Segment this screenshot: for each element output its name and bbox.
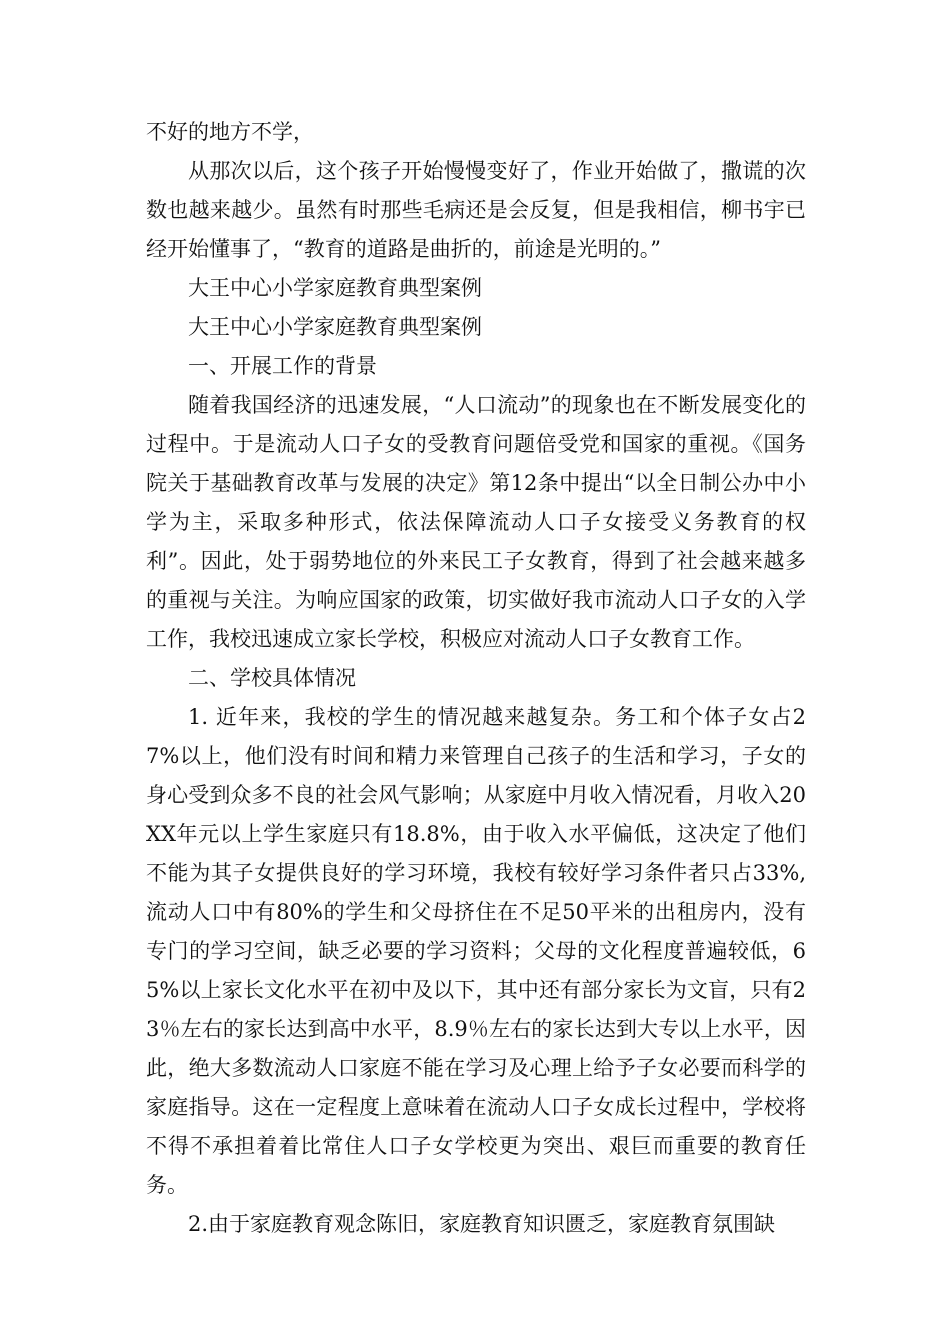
document-body bbox=[146, 113, 806, 1244]
section-heading-school-situation: 二、学校具体情况 bbox=[188, 666, 356, 690]
paragraph-point-2: 2.由于家庭教育观念陈旧，家庭教育知识匮乏，家庭教育氛围缺 bbox=[188, 1212, 776, 1236]
paragraph-point-1: 1. 近年来，我校的学生的情况越来越复杂。务工和个体子女占27%以上，他们没有时间和精力来管理自己孩子的生活和学习，子女的身心受到众多不良的社会风气影响；从家庭中月收入情况看，月收入20XX年元以上学生家庭只有18.8%，由于收入水平偏低，这决定了他们不能为其子女提供良好的学习环境，我校有较好学习条件者只占33%,流动人口中有80%的学生和父母挤住在不足50平米的出租房内，没有专门的学习空间，缺乏必要的学习资料；父母的文化程度普遍较低，65%以上家长文化水平在初中及以下，其中还有部分家长为文盲，只有23％左右的家长达到高中水平，8.9％左右的家长达到大专以上水平，因此，绝大多数流动人口家庭不能在学习及心理上给予子女必要而科学的家庭指导。这在一定程度上意味着在流动人口子女成长过程中，学校将不得不承担着着比常住人口子女学校更为突出、艰巨而重要的教育任务。 bbox=[146, 705, 806, 1197]
paragraph-background: 随着我国经济的迅速发展，“人口流动”的现象也在不断发展变化的过程中。于是流动人口子女的受教育问题倍受党和国家的重视。《国务院关于基础教育改革与发展的决定》第12条中提出“以全日制公办中小学为主，采取多种形式，依法保障流动人口子女接受义务教育的权利”。因此，处于弱势地位的外来民工子女教育，得到了社会越来越多的重视与关注。为响应国家的政策，切实做好我市流动人口子女的入学工作，我校迅速成立家长学校，积极应对流动人口子女教育工作。 bbox=[146, 393, 806, 651]
paragraph-continuation: 不好的地方不学， bbox=[146, 120, 314, 144]
paragraph-story-ending: 从那次以后，这个孩子开始慢慢变好了，作业开始做了，撒谎的次数也越来越少。虽然有时那些毛病还是会反复，但是我相信，柳书宇已经开始懂事了，“教育的道路是曲折的，前途是光明的。” bbox=[146, 159, 806, 261]
document-title: 大王中心小学家庭教育典型案例 bbox=[188, 276, 482, 300]
document-title-repeat: 大王中心小学家庭教育典型案例 bbox=[188, 315, 482, 339]
section-heading-background: 一、开展工作的背景 bbox=[188, 354, 377, 378]
